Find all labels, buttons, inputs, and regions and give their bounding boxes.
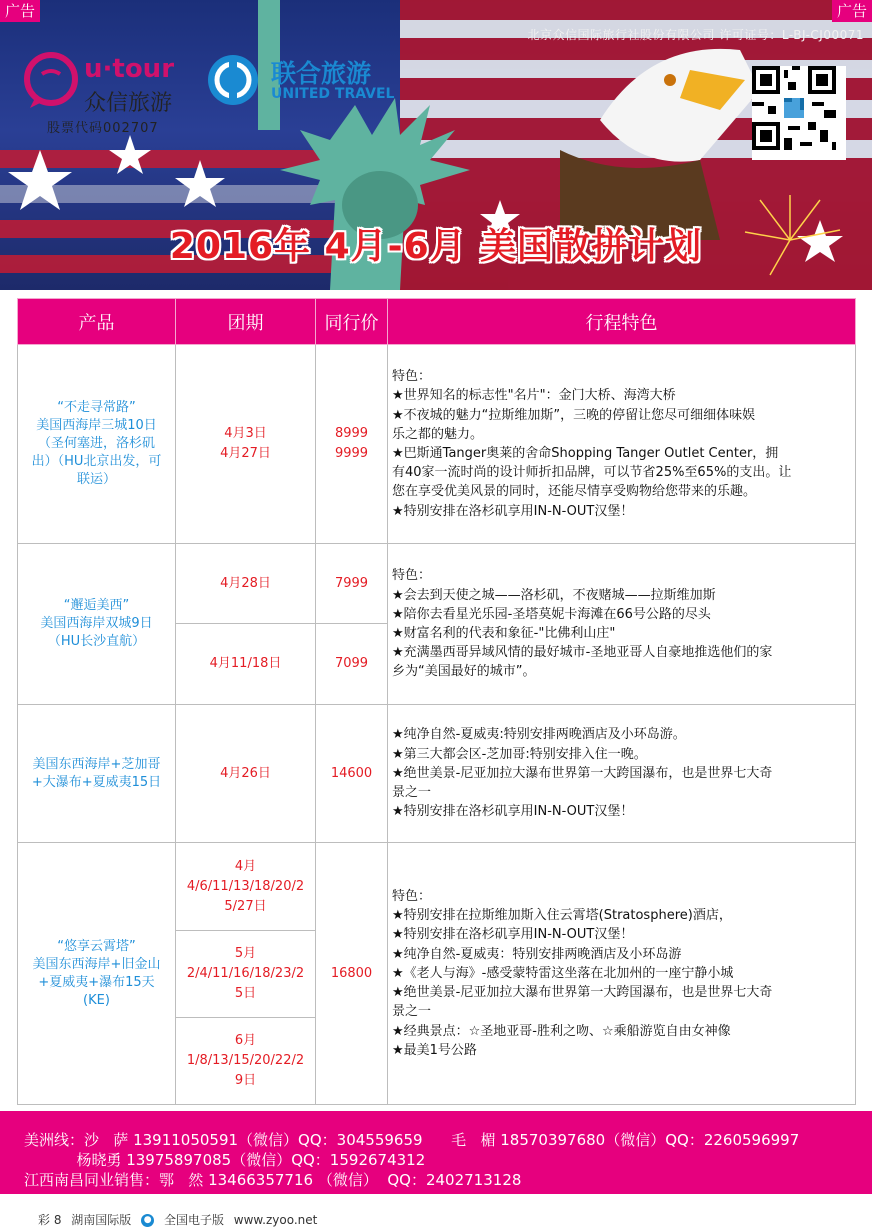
feature-line: ★巴斯通Tanger奥莱的舍命Shopping Tanger Outlet Center，拥 (392, 446, 779, 461)
united-travel-logo-icon (205, 52, 261, 108)
ad-tag-left: 广告 (0, 0, 40, 22)
product-line: 美国东西海岸+芝加哥 (32, 756, 161, 772)
product-line: 美国西海岸双城9日 (40, 616, 153, 631)
price-cell (316, 705, 388, 843)
utour-logo-icon (22, 52, 80, 110)
date-cell (176, 1018, 316, 1105)
feature-line: ★经典景点：☆圣地亚哥-胜利之吻、☆乘船游览自由女神像 (392, 1023, 731, 1039)
united-travel-logo (205, 52, 415, 112)
header-product: 产品 (18, 299, 176, 345)
feature-line: ★特别安排在洛杉矶享用IN-N-OUT汉堡！ (392, 804, 634, 820)
contact-line: 杨晓勇 13975897085（微信）QQ：1592674312 (24, 1151, 426, 1169)
table-row (18, 345, 856, 544)
utour-logo-chinese: 众信旅游 (84, 91, 173, 116)
united-travel-logo-chinese: 联合旅游 (271, 59, 372, 88)
date-cell (176, 931, 316, 1018)
date-value: 9日 (234, 1073, 257, 1088)
date-value: 4/6/11/13/18/20/2 (186, 878, 305, 894)
product-line: +夏威夷+瀑布15天 (38, 974, 155, 990)
feature-line: ★陪你去看星光乐园-圣塔莫妮卡海滩在66号公路的尽头 (392, 606, 711, 622)
product-line: “邂逅美西” (63, 598, 130, 613)
utour-logo-text: u·tour (84, 54, 175, 84)
date-value: 1/8/13/15/20/22/2 (186, 1053, 305, 1068)
feature-line: ★绝世美景-尼亚加拉大瀑布世界第一大跨国瀑布，也是世界七大奇 (392, 985, 773, 1001)
feature-line: 您在享受优美风景的同时，还能尽情享受购物给您带来的乐趣。 (392, 484, 757, 500)
product-line: 出）（HU北京出发，可 (31, 454, 162, 469)
utour-logo (22, 50, 197, 125)
feature-line: 特色： (392, 889, 432, 905)
price-value: 8999 (334, 426, 369, 441)
table-row (18, 843, 856, 931)
product-line: 美国东西海岸+旧金山 (32, 956, 161, 972)
page-title: 2016年 4月-6月 美国散拼计划 (169, 226, 703, 267)
date-cell (176, 624, 316, 705)
product-cell (18, 544, 176, 705)
feature-line: 景之一 (392, 785, 432, 801)
zyoo-logo-icon: ● (141, 1214, 154, 1227)
price-value: 7099 (334, 656, 369, 671)
date-value: 4月27日 (220, 446, 271, 461)
date-value: 4月26日 (220, 765, 271, 781)
date-cell (176, 345, 316, 544)
product-line: （圣何塞进，洛杉矶 (37, 436, 155, 451)
feature-line: ★特别安排在洛杉矶享用IN-N-OUT汉堡！ (392, 927, 634, 943)
qr-code-image (752, 66, 836, 150)
date-cell (176, 544, 316, 624)
feature-line: ★第三大都会区-芝加哥:特别安排入住一晚。 (392, 746, 647, 762)
date-value: 4月28日 (220, 575, 271, 591)
feature-line: 景之一 (392, 1004, 432, 1020)
contact-footer (0, 1111, 872, 1194)
page-number: 彩 8 (38, 1213, 62, 1227)
united-travel-logo-text: UNITED TRAVEL (271, 86, 395, 102)
date-value: 5日 (234, 986, 257, 1001)
page-footer (38, 1211, 323, 1228)
date-value: 5/27日 (224, 898, 267, 914)
features-cell (388, 544, 856, 705)
feature-line: ★财富名利的代表和象征-"比佛利山庄" (392, 626, 616, 641)
feature-line: ★会去到天使之城——洛杉矶，不夜赌城——拉斯维加斯 (392, 587, 716, 603)
features-cell (388, 345, 856, 544)
date-value: 4月3日 (224, 426, 267, 441)
company-license: 北京众信国际旅行社股份有限公司 许可证号：L-BJ-CJ00071 (527, 28, 864, 42)
edition-label: 湖南国际版 (71, 1213, 132, 1227)
product-line: 联运） (76, 472, 116, 487)
price-cell (316, 544, 388, 624)
contact-line: 美洲线：沙 萨 13911050591（微信）QQ：304559659 毛 楣 18570397680（微信）QQ：2260596997 (24, 1131, 800, 1149)
product-cell (18, 705, 176, 843)
price-cell (316, 624, 388, 705)
feature-line: ★绝世美景-尼亚加拉大瀑布世界第一大跨国瀑布，也是世界七大奇 (392, 765, 773, 781)
feature-line: ★世界知名的标志性"名片"：金门大桥、海湾大桥 (392, 388, 676, 404)
feature-line: ★特别安排在洛杉矶享用IN-N-OUT汉堡！ (392, 503, 634, 519)
qr-code (752, 66, 846, 160)
feature-line: ★纯净自然-夏威夷：特别安排两晚酒店及小环岛游 (392, 946, 682, 962)
header-dates: 团期 (176, 299, 316, 345)
features-cell (388, 843, 856, 1105)
header-price: 同行价 (316, 299, 388, 345)
product-line: (KE) (83, 992, 110, 1008)
feature-line: 特色： (392, 568, 432, 584)
feature-line: 乡为“美国最好的城市”。 (392, 664, 536, 680)
price-cell (316, 345, 388, 544)
product-line: “悠享云霄塔” (57, 938, 136, 954)
product-line: 美国西海岸三城10日 (36, 418, 157, 433)
site-label: 全国电子版 (163, 1213, 224, 1227)
header-banner (0, 0, 872, 290)
table-row (18, 705, 856, 843)
features-cell (388, 705, 856, 843)
price-value: 14600 (330, 765, 373, 781)
price-value: 16800 (330, 965, 373, 981)
price-cell (316, 843, 388, 1105)
feature-line: ★纯净自然-夏威夷:特别安排两晚酒店及小环岛游。 (392, 727, 686, 743)
date-value: 4月11/18日 (209, 656, 282, 671)
product-line: “不走寻常路” (57, 400, 136, 415)
feature-line: ★最美1号公路 (392, 1042, 477, 1058)
feature-line: 有40家一流时尚的设计师折扣品牌，可以节省25%至65%的支出。让 (392, 465, 792, 481)
product-line: +大瀑布+夏威夷15日 (31, 774, 162, 790)
feature-line: ★《老人与海》-感受蒙特雷这坐落在北加州的一座宁静小城 (392, 965, 734, 981)
product-cell (18, 843, 176, 1105)
product-line: （HU长沙直航） (47, 634, 146, 649)
product-cell (18, 345, 176, 544)
feature-line: ★充满墨西哥异域风情的最好城市-圣地亚哥人自豪地推选他们的家 (392, 645, 773, 661)
price-value: 7999 (334, 575, 369, 591)
site-url[interactable]: www.zyoo.net (233, 1213, 318, 1227)
date-cell (176, 843, 316, 931)
feature-line: ★不夜城的魅力“拉斯维加斯”，三晚的停留让您尽可细细体味娱 (392, 407, 756, 423)
date-value: 6月 (234, 1033, 257, 1048)
table-row (18, 544, 856, 624)
date-value: 5月 (234, 946, 257, 961)
price-value: 9999 (334, 446, 369, 461)
header-features: 行程特色 (388, 299, 856, 345)
feature-line: 特色： (392, 369, 432, 385)
date-cell (176, 705, 316, 843)
ad-tag-right: 广告 (832, 0, 872, 22)
date-value: 4月 (234, 858, 257, 874)
date-value: 2/4/11/16/18/23/2 (186, 966, 305, 981)
stock-code: 股票代码002707 (47, 121, 159, 136)
table-header-row (18, 299, 856, 345)
feature-line: 乐之都的魅力。 (392, 426, 484, 442)
itinerary-table (17, 298, 856, 1105)
feature-line: ★特别安排在拉斯维加斯入住云霄塔(Stratosphere)酒店， (392, 908, 732, 924)
contact-line: 江西南昌同业销售：鄂 然 13466357716 （微信） QQ：2402713128 (24, 1171, 522, 1189)
